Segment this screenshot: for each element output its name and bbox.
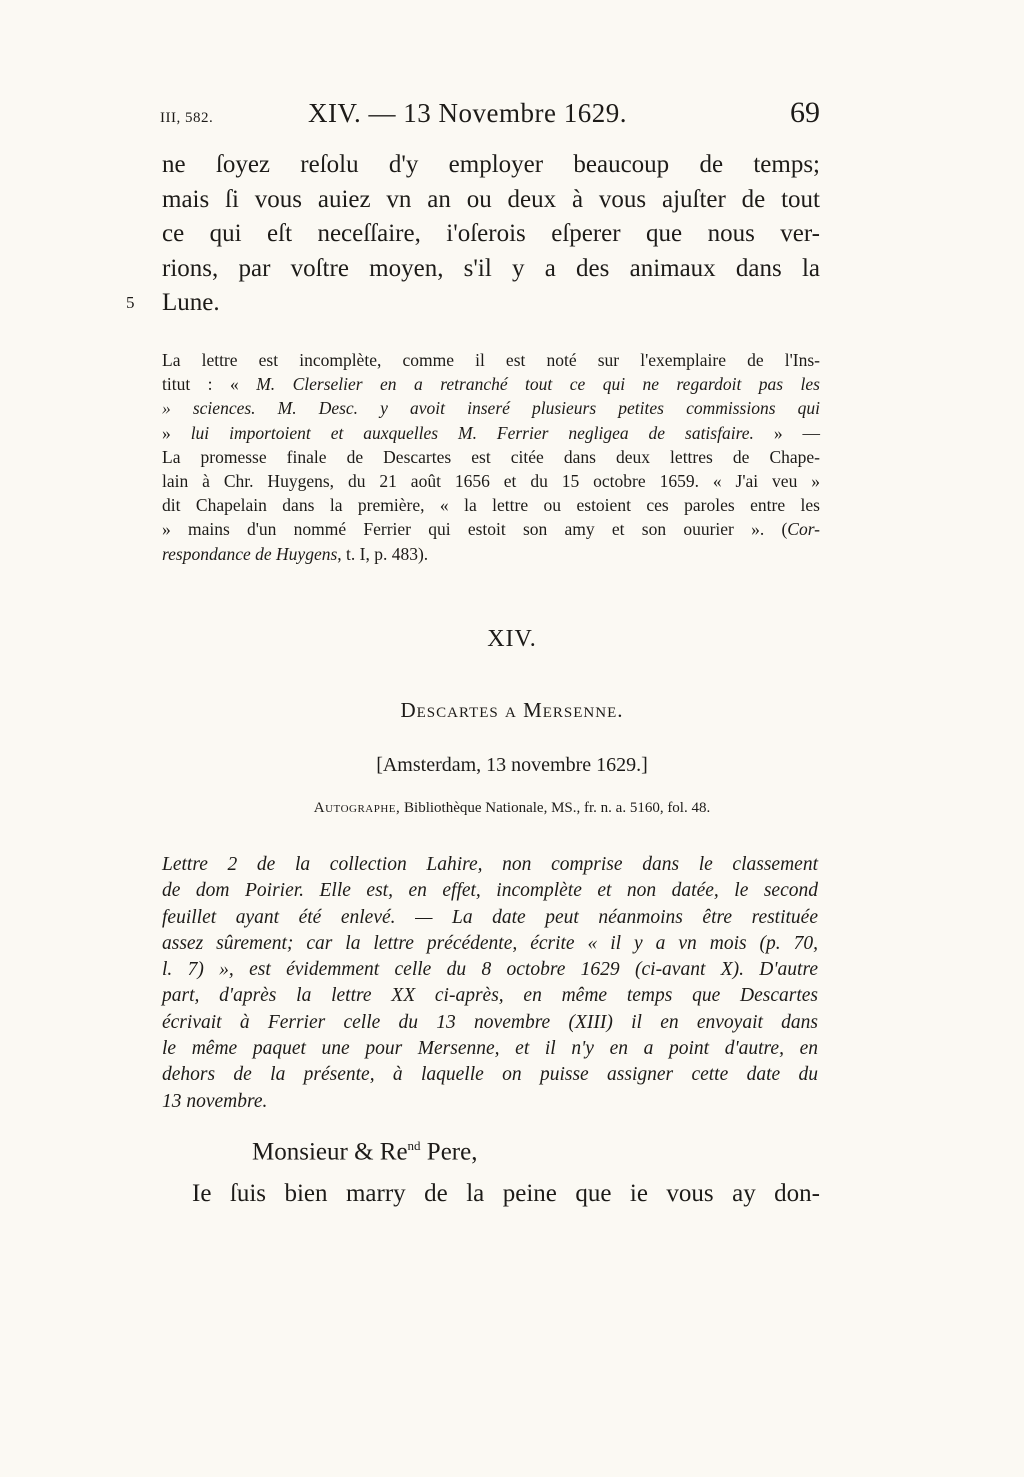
intro-line: dehors de la présente, à laquelle on puisse assigner cette date du: [162, 1064, 818, 1086]
text-line: ce qui eſt neceſſaire, i'oſerois eſperer que nous ver-: [162, 220, 820, 247]
letter-body-continued: [162, 148, 820, 321]
intro-line: Lettre 2 de la collection Lahire, non comprise dans le classement: [162, 854, 818, 875]
letter-number: XIV.: [487, 626, 537, 652]
volume-reference: III, 582.: [160, 110, 214, 126]
intro-line: feuillet ayant été enlevé. — La date peut néanmoins être restituée: [162, 906, 818, 928]
note-line: » lui importoient et auxquelles M. Ferrier negligea de satisfaire. » —: [162, 422, 821, 443]
salutation: Monsieur & $Re^{nd}$ Pere,: [252, 1138, 478, 1166]
note-line: lain à Chr. Huygens, du 21 août 1656 et du 15 octobre 1659. « J'ai veu »: [162, 471, 820, 492]
letter-introduction: [162, 852, 818, 1115]
letter-place-date: [Amsterdam, 13 novembre 1629.]: [376, 754, 648, 776]
letter-title: Descartes a Mersenne.: [400, 698, 624, 722]
running-head: [160, 96, 820, 136]
note-line: La lettre est incomplète, comme il est noté sur l'exemplaire de l'Ins-: [162, 350, 820, 370]
editorial-note: [162, 348, 820, 566]
intro-line: écrivait à Ferrier celle du 13 novembre (XIII) il en envoyait dans: [162, 1011, 818, 1033]
page-number: 69: [790, 96, 820, 129]
note-line: respondance de Huygens, t. I, p. 483).: [162, 543, 429, 564]
intro-line: assez sûrement; car la lettre précédente, écrite « il y a vn mois (p. 70,: [162, 932, 818, 954]
letter-source: Autographe, Bibliothèque Nationale, MS., fr. n. a. 5160, fol. 48.: [313, 800, 711, 816]
intro-line: de dom Poirier. Elle est, en effet, incomplète et non datée, le second: [162, 880, 818, 902]
intro-line: l. 7) », est évidemment celle du 8 octobre 1629 (ci-avant X). D'autre: [162, 959, 818, 981]
note-line: La promesse finale de Descartes est citée dans deux lettres de Chape-: [162, 446, 820, 467]
note-line: titut : « M. Clerselier en a retranché tout ce qui ne regardoit pas les: [162, 374, 820, 395]
text-line: ne ſoyez reſolu d'y employer beaucoup de temps;: [162, 151, 820, 178]
note-line: dit Chapelain dans la première, « la lettre ou estoient ces paroles entre les: [162, 495, 820, 516]
text-line: Lune.: [162, 289, 220, 316]
text-line: rions, par voſtre moyen, s'il y a des animaux dans la: [162, 254, 820, 282]
intro-line: le même paquet une pour Mersenne, et il n'y en a point d'autre, en: [162, 1038, 818, 1060]
running-title: XIV. — 13 Novembre 1629.: [308, 98, 627, 128]
note-line: » mains d'un nommé Ferrier qui estoit son amy et son ouurier ». (Cor-: [162, 519, 820, 540]
note-line: » sciences. M. Desc. y avoit inseré plusieurs petites commissions qui: [162, 398, 820, 419]
letter-first-line: Ie ſuis bien marry de la peine que ie vous ay don-: [192, 1180, 820, 1207]
text-line: mais ſi vous auiez vn an ou deux à vous ajuſter de tout: [162, 185, 820, 213]
intro-line: 13 novembre.: [162, 1090, 268, 1112]
line-number: 5: [126, 293, 135, 312]
intro-line: part, d'après la lettre XX ci-après, en même temps que Descartes: [162, 985, 818, 1007]
